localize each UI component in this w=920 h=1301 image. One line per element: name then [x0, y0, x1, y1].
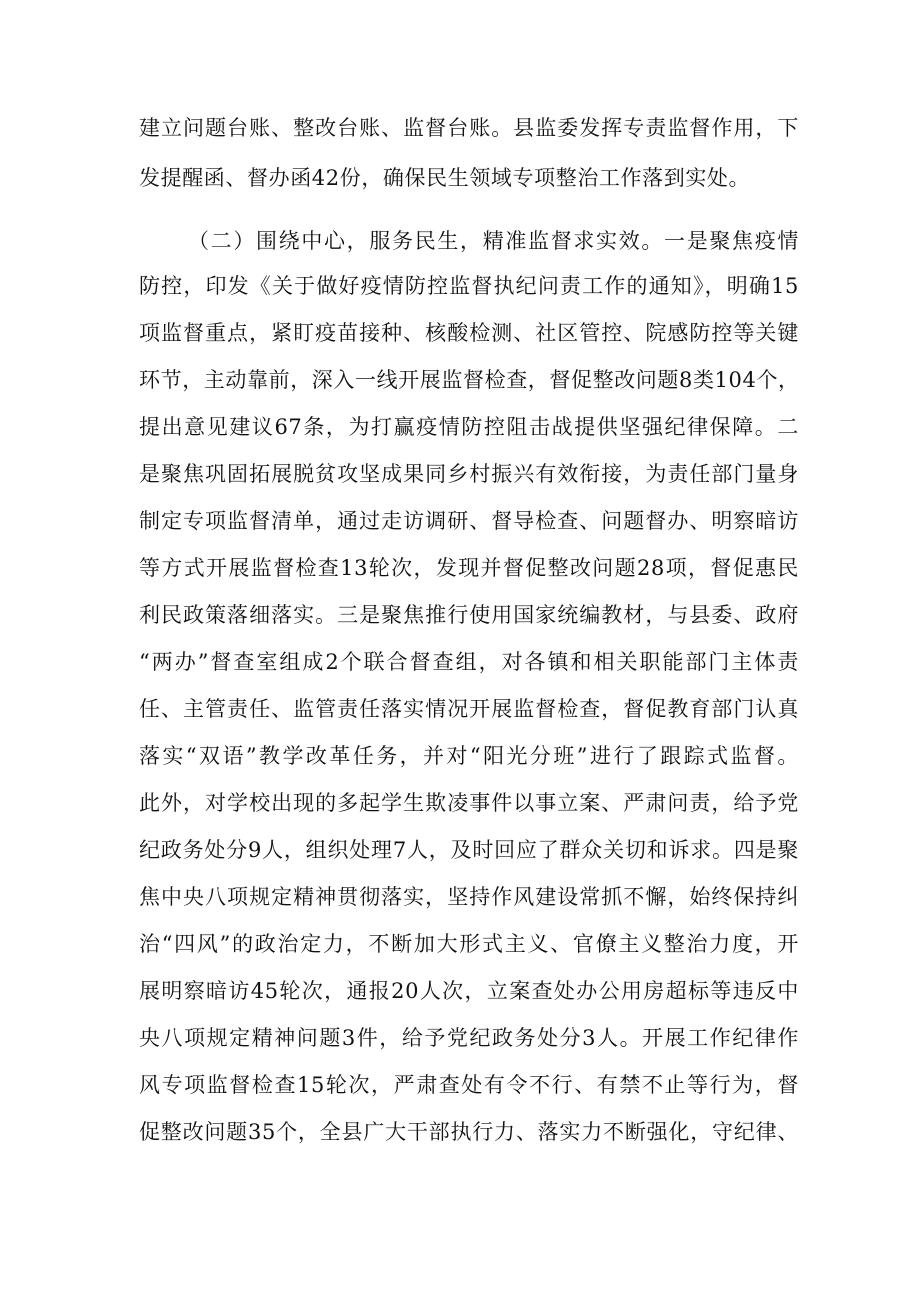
text-line: 落实“双语”教学改革任务，并对“阳光分班”进行了跟踪式监督。 [139, 744, 799, 768]
text-line: 等方式开展监督检查13轮次，发现并督促整改问题28项，督促惠民 [139, 556, 799, 580]
text-line: 是聚焦巩固拓展脱贫攻坚成果同乡村振兴有效衔接，为责任部门量身 [139, 462, 799, 486]
text-line: 央八项规定精神问题3件，给予党纪政务处分3人。开展工作纪律作 [139, 1026, 799, 1050]
text-line: 任、主管责任、监管责任落实情况开展监督检查，督促教育部门认真 [139, 697, 799, 721]
text-line: 建立问题台账、整改台账、监督台账。县监委发挥专责监督作用，下 [139, 116, 799, 140]
text-line: 制定专项监督清单，通过走访调研、督导检查、问题督办、明察暗访 [139, 509, 799, 533]
text-line: 防控，印发《关于做好疫情防控监督执纪问责工作的通知》，明确15 [139, 274, 799, 298]
text-line: 项监督重点，紧盯疫苗接种、核酸检测、社区管控、院感防控等关键 [139, 321, 799, 345]
text-line: 治“四风”的政治定力，不断加大形式主义、官僚主义整治力度，开 [139, 932, 799, 956]
text-line: 此外，对学校出现的多起学生欺凌事件以事立案、严肃问责，给予党 [139, 791, 799, 815]
text-line: 环节，主动靠前，深入一线开展监督检查，督促整改问题8类104个， [139, 368, 800, 392]
text-line: 促整改问题35个，全县广大干部执行力、落实力不断强化，守纪律、 [139, 1120, 799, 1144]
text-line: 焦中央八项规定精神贯彻落实，坚持作风建设常抓不懈，始终保持纠 [139, 885, 799, 909]
text-line: 展明察暗访45轮次，通报20人次，立案查处办公用房超标等违反中 [139, 979, 799, 1003]
text-line: 提出意见建议67条，为打赢疫情防控阻击战提供坚强纪律保障。二 [139, 415, 799, 439]
text-line: 发提醒函、督办函42份，确保民生领域专项整治工作落到实处。 [139, 166, 751, 190]
text-line: 纪政务处分9人，组织处理7人，及时回应了群众关切和诉求。四是聚 [139, 838, 799, 862]
text-line: “两办”督查室组成2个联合督查组，对各镇和相关职能部门主体责 [139, 650, 799, 674]
paragraph-heading-line: （二）围绕中心，服务民生，精准监督求实效。一是聚焦疫情 [188, 229, 799, 253]
text-line: 风专项监督检查15轮次，严肃查处有令不行、有禁不止等行为，督 [139, 1073, 799, 1097]
text-line: 利民政策落细落实。三是聚焦推行使用国家统编教材，与县委、政府 [139, 603, 799, 627]
